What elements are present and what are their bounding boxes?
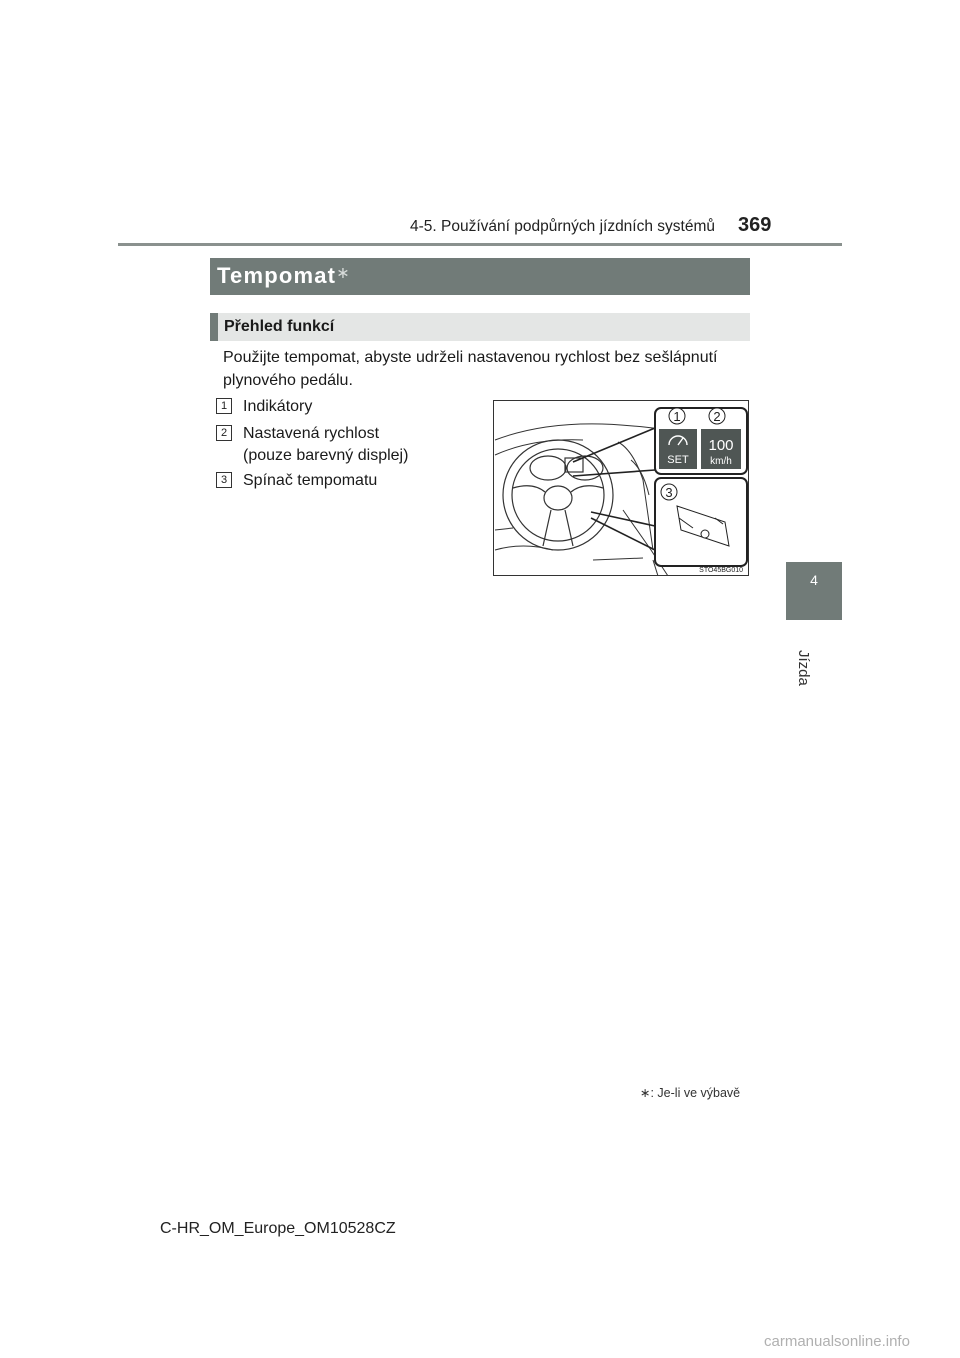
chapter-tab-number: 4 xyxy=(810,572,818,588)
chapter-tab-label: Jízda xyxy=(795,650,812,686)
header-divider xyxy=(118,243,842,246)
footnote-marker: ∗ xyxy=(640,1086,651,1100)
item-text: Spínač tempomatu xyxy=(243,472,378,489)
subheading-bar xyxy=(210,313,750,341)
chapter-tab xyxy=(786,562,842,620)
callout-number-3 xyxy=(661,484,677,500)
callout-number-2 xyxy=(709,408,725,424)
illustration-code: STO45BG010 xyxy=(699,567,743,574)
footnote-text: : Je-li ve výbavě xyxy=(650,1086,741,1100)
item-number-badge: 2 xyxy=(216,425,232,441)
document-id: C-HR_OM_Europe_OM10528CZ xyxy=(160,1220,396,1237)
watermark: carmanualsonline.info xyxy=(764,1333,910,1350)
footnote xyxy=(640,1085,740,1100)
item-text-line-2: (pouze barevný displej) xyxy=(243,447,409,464)
section-title-bar xyxy=(210,258,750,295)
intro-paragraph: Použijte tempomat, abyste udrželi nastavenou rychlost bez sešlápnutí plynového pedálu. xyxy=(223,349,718,389)
item-text: Nastavená rychlost xyxy=(243,425,380,442)
callout-number-1 xyxy=(669,408,685,424)
item-text: Indikátory xyxy=(243,398,313,415)
item-number-badge: 3 xyxy=(216,472,232,488)
set-indicator-label: SET xyxy=(667,454,689,466)
subheading-accent xyxy=(210,313,218,341)
subheading-text: Přehled funkcí xyxy=(224,318,335,335)
section-title-text: Tempomat xyxy=(217,263,337,288)
svg-text:2: 2 xyxy=(713,409,721,424)
set-speed-unit: km/h xyxy=(710,456,732,467)
item-number-badge: 1 xyxy=(216,398,232,414)
header-section-title: 4-5. Používání podpůrných jízdních systémů xyxy=(410,218,715,235)
svg-text:1: 1 xyxy=(673,409,681,424)
section-title xyxy=(217,263,350,289)
cruise-control-illustration xyxy=(493,400,749,576)
optional-equipment-marker: ∗ xyxy=(336,265,350,282)
page-number: 369 xyxy=(738,214,772,236)
set-speed-value: 100 xyxy=(708,437,734,454)
svg-text:3: 3 xyxy=(665,485,673,500)
